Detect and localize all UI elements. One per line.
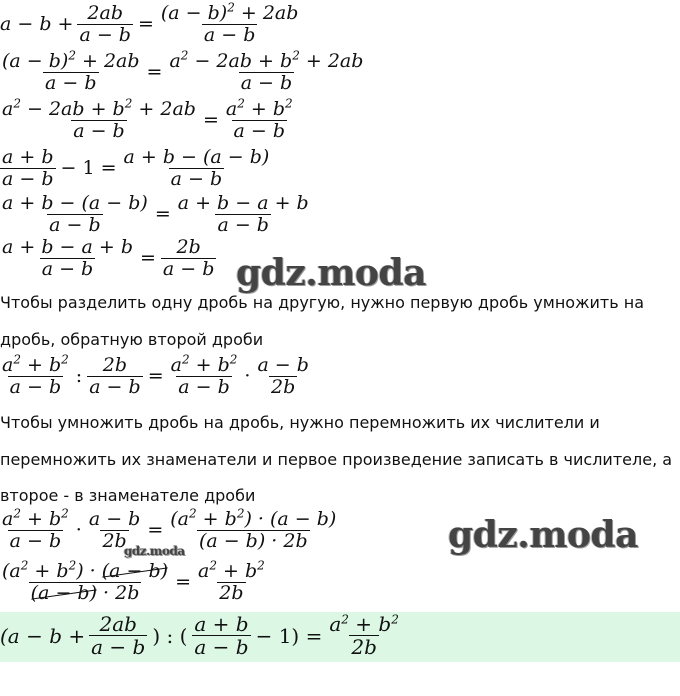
denominator: a − b [194,635,249,659]
numerator: a [329,612,342,636]
exponent: 2 [13,506,21,521]
explanation-text: перемножить их знаменатели и первое произведение записать в числителе, а [0,450,673,469]
exponent: 2 [13,352,21,367]
numerator-rest: + b [20,508,62,530]
exponent: 2 [61,506,69,521]
numerator: 2b [102,354,128,376]
step-4 [0,148,271,190]
numerator: 2ab [99,612,137,636]
numerator: (a [2,560,21,582]
fraction [0,96,198,142]
multiply-sign: · [244,365,251,388]
exponent: 2 [292,48,300,63]
operator: − 1) = [255,624,323,648]
explanation-text: Чтобы разделить одну дробь на другую, нужно первую дробь умножить на [0,293,644,312]
denominator: a − b [233,119,285,142]
step-3 [0,96,295,142]
exponent: 2 [180,48,189,63]
exponent: 2 [189,506,197,521]
denominator: a − b [170,167,223,190]
operator: ) : ( [152,624,188,648]
exponent: 2 [227,0,235,15]
fraction [87,356,143,398]
step-5 [0,194,311,236]
numerator: (a − b) [160,2,228,24]
divide-sign: : [75,365,83,388]
expr-part: a − b + [0,13,74,36]
denominator: a − b [2,167,54,190]
denominator: a − b [89,375,141,398]
numerator: a + b − a + b [2,236,133,258]
numerator-rest: + b [348,612,392,636]
denominator: 2b [219,581,244,604]
denominator: 2b [271,375,296,398]
numerator: a + b − (a − b) [2,192,148,214]
numerator-rest: + b [216,560,258,582]
denominator: 2b [102,529,127,552]
exponent: 2 [209,558,217,573]
explanation-text: дробь, обратную второй дроби [0,330,264,349]
exponent: 2 [236,506,245,521]
fraction [0,148,56,190]
cancelled-factor: (a − b) [101,560,169,582]
step-6 [0,238,216,280]
equals: = [137,13,154,36]
final-answer [0,614,401,658]
denominator: (a − b) · 2b [198,529,308,552]
step-9 [0,558,267,604]
explanation-text: второе - в знаменателе дроби [0,486,256,505]
operator: − 1 = [60,157,117,180]
denominator: a − b [49,213,101,236]
equals: = [154,203,171,226]
fraction [0,558,170,604]
exponent: 2 [68,558,77,573]
numerator-rest: + 2ab [299,50,364,72]
fraction [169,352,240,398]
numerator-rest: ) · (a − b) [244,508,337,530]
numerator: a + b − a + b [177,192,309,214]
explanation-text: Чтобы умножить дробь на дробь, нужно перемножить их числители и [0,413,600,432]
exponent: 2 [257,558,265,573]
denominator: a − b [178,375,230,398]
cancelled-factor: (a − b) [30,581,97,604]
exponent: 2 [13,96,21,111]
numerator: a − b [88,508,141,530]
numerator: 2b [176,236,201,258]
fraction [196,558,267,604]
step-7 [0,352,311,398]
denominator: a − b [203,23,256,46]
exponent: 2 [391,612,399,627]
denominator: a − b [91,635,146,659]
numerator-rest: − 2ab + b [188,50,293,72]
denominator: 2b [351,635,377,659]
fraction [0,238,135,280]
denominator: a − b [162,257,215,280]
equals: = [139,247,156,270]
watermark-logo: gdz.moda [448,514,638,556]
fraction [167,48,365,94]
numerator: (a [170,508,189,530]
numerator-rest: − 2ab + b [20,98,125,120]
step-2 [0,48,365,94]
numerator-rest: ) · [76,560,102,582]
numerator-rest: + b [28,560,69,582]
numerator: a − b [257,354,309,376]
fraction [0,352,71,398]
numerator: a + b [194,612,249,636]
exponent: 2 [61,352,69,367]
numerator: 2ab [87,2,123,24]
exponent: 2 [20,558,29,573]
numerator-rest: + 2ab [132,98,196,120]
fraction [77,4,133,46]
exponent: 2 [237,96,245,111]
numerator: (a − b) [2,50,69,72]
fraction [0,194,150,236]
watermark-logo: gdz.moda [236,252,426,294]
numerator: a [170,354,182,376]
fraction [0,506,71,552]
fraction [192,614,250,658]
equals: = [146,61,163,84]
numerator: a [2,508,14,530]
numerator: a [197,560,210,582]
denominator-rest: · 2b [97,581,140,604]
fraction [161,238,217,280]
denominator: a − b [45,71,97,94]
exponent: 2 [181,352,190,367]
exponent: 2 [285,96,293,111]
numerator-rest: + b [189,354,230,376]
denominator: a − b [73,119,125,142]
numerator: a [2,98,14,120]
equals: = [175,571,191,594]
watermark-logo: gdz.moda [124,544,185,558]
denominator: a − b [9,375,62,398]
exponent: 2 [124,96,133,111]
equals: = [147,519,164,542]
denominator: a − b [79,23,131,46]
fraction [122,148,272,190]
fraction [89,614,147,658]
fraction [0,48,142,94]
numerator-rest: + b [244,98,285,120]
multiply-sign: · [75,519,82,542]
numerator-rest: + b [196,508,237,530]
numerator-rest: + b [20,354,62,376]
denominator: a − b [41,257,94,280]
numerator: a [2,354,14,376]
numerator: a + b − (a − b) [123,146,270,168]
numerator: a + b [2,146,54,168]
step-1 [0,0,300,46]
numerator: a [225,98,238,120]
fraction [327,614,401,658]
denominator: a − b [9,529,62,552]
exponent: 2 [229,352,238,367]
fraction [255,356,311,398]
fraction [176,194,311,236]
numerator-rest: + 2ab [75,50,140,72]
numerator: a [169,50,181,72]
numerator-rest: + 2ab [234,2,299,24]
exponent: 2 [341,612,349,627]
denominator: a − b [240,71,293,94]
fraction [224,96,295,142]
denominator: a − b [217,213,269,236]
expr-part: (a − b + [0,624,86,648]
exponent: 2 [68,48,76,63]
equals: = [202,109,219,132]
fraction [159,0,301,46]
fraction [168,506,338,552]
equals: = [147,365,164,388]
